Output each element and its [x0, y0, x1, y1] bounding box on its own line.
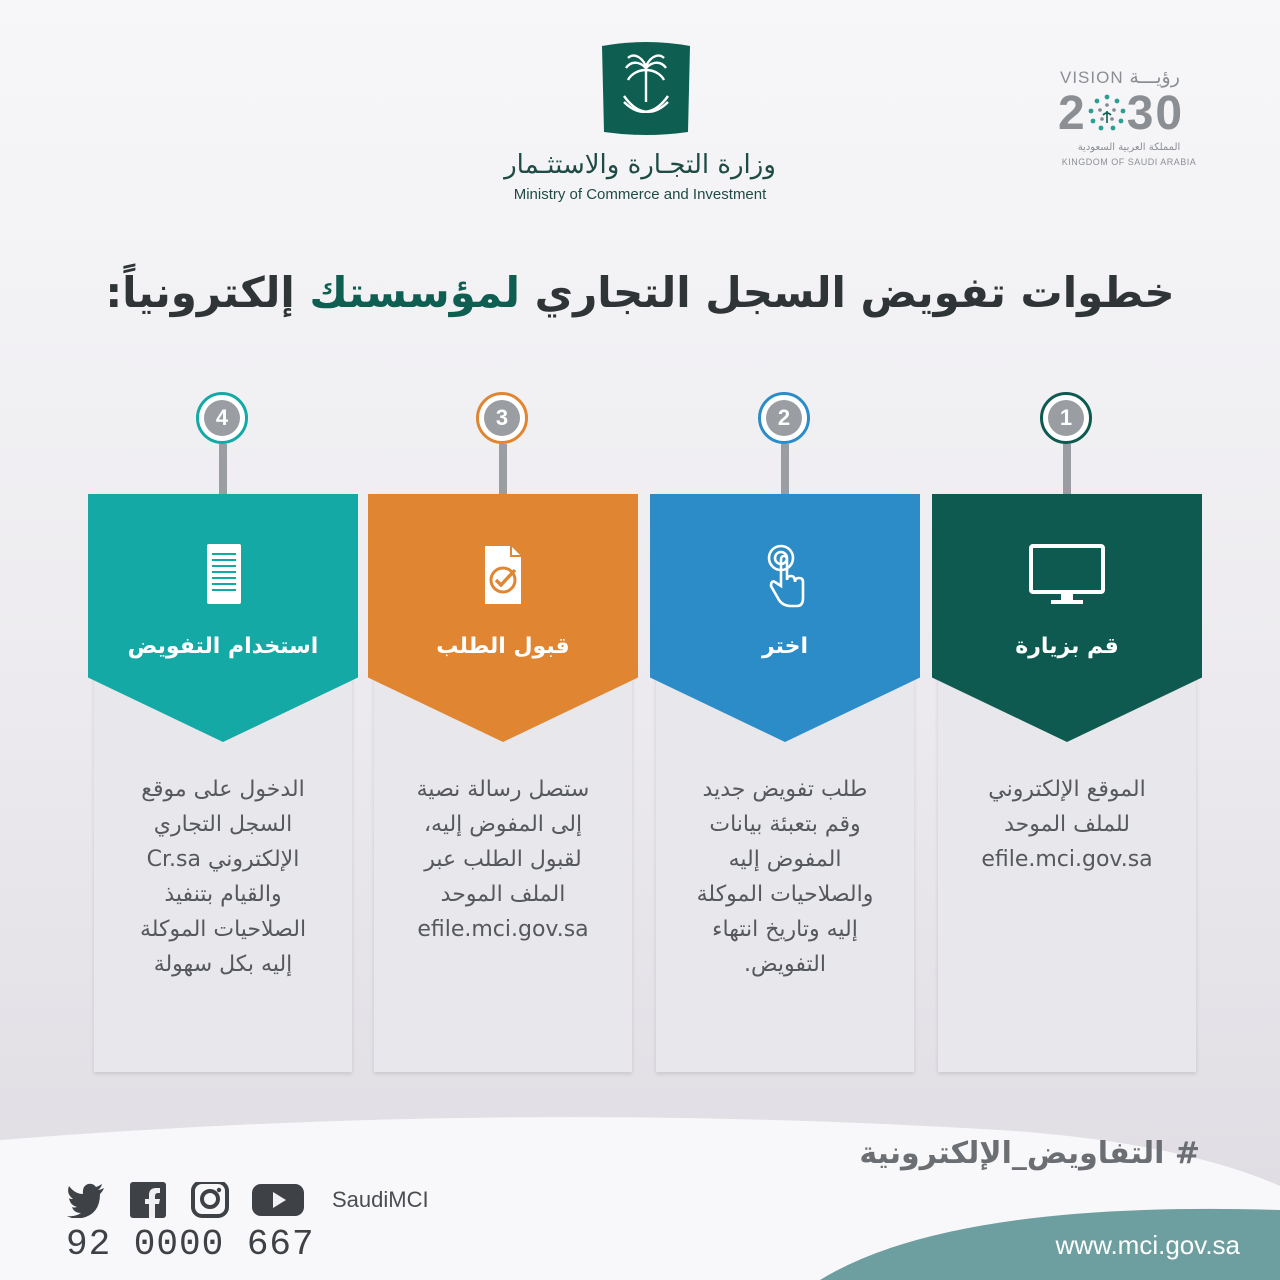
vision-kingdom-ar: المملكة العربية السعودية — [1077, 142, 1181, 153]
document-lines-icon — [183, 542, 263, 608]
instagram-icon[interactable] — [190, 1182, 230, 1218]
step-title: قبول الطلب — [436, 634, 570, 659]
youtube-icon[interactable] — [252, 1182, 304, 1218]
step-card-1 — [932, 392, 1202, 1072]
vision-year-left: 2 — [1058, 87, 1087, 140]
headline-part1: خطوات تفويض السجل التجاري — [534, 268, 1175, 317]
step-number-badge — [476, 392, 528, 444]
step-number: 4 — [204, 400, 240, 436]
step-number-badge — [758, 392, 810, 444]
vision-label-ar: رؤيـــة — [1129, 66, 1180, 88]
vision-dots-emblem — [1087, 93, 1127, 133]
step-title: اختر — [761, 634, 809, 659]
step-card-4 — [88, 392, 358, 1072]
headline-accent: لمؤسستك — [309, 268, 520, 317]
ministry-logo — [598, 40, 694, 138]
monitor-icon — [1027, 542, 1107, 608]
page-title — [90, 268, 1190, 317]
vision-year — [1058, 86, 1184, 141]
vision-kingdom-en: KINGDOM OF SAUDI ARABIA — [1061, 157, 1197, 167]
document-check-icon — [463, 542, 543, 608]
step-description: الموقع الإلكتروني للملف الموحد efile.mci.gov.sa — [981, 777, 1153, 872]
ministry-name-ar: وزارة التجـارة والاستثـمار — [504, 150, 776, 180]
ministry-name-en: Ministry of Commerce and Investment — [513, 186, 767, 203]
step-number-badge — [196, 392, 248, 444]
step-connector — [1063, 444, 1071, 494]
phone-number: 92 0000 667 — [66, 1224, 315, 1265]
step-card-2 — [650, 392, 920, 1072]
step-description: ستصل رسالة نصية إلى المفوض إليه، لقبول الطلب عبر الملف الموحد efile.mci.gov.sa — [416, 777, 590, 942]
hashtag: # التفاويض_الإلكترونية — [859, 1136, 1200, 1171]
step-number: 1 — [1048, 400, 1084, 436]
vision-label-en: VISION — [1060, 68, 1124, 87]
vision-2030-logo — [1050, 64, 1210, 174]
website-link[interactable]: www.mci.gov.sa — [1055, 1230, 1240, 1260]
step-connector — [499, 444, 507, 494]
vision-year-right: 30 — [1126, 87, 1185, 140]
facebook-icon[interactable] — [128, 1182, 168, 1218]
headline-part2: إلكترونياً: — [105, 268, 295, 317]
step-card-3 — [368, 392, 638, 1072]
twitter-icon[interactable] — [66, 1182, 106, 1218]
step-number: 3 — [484, 400, 520, 436]
step-description: طلب تفويض جديد وقم بتعبئة بيانات المفوض إليه والصلاحيات الموكلة إليه وتاريخ انتهاء التفويض. — [696, 777, 874, 977]
social-handle[interactable]: SaudiMCI — [332, 1187, 429, 1212]
step-number-badge — [1040, 392, 1092, 444]
step-connector — [781, 444, 789, 494]
step-title: قم بزيارة — [1015, 634, 1119, 659]
tap-hand-icon — [745, 542, 825, 608]
step-connector — [219, 444, 227, 494]
vision-label — [1060, 66, 1180, 88]
step-number: 2 — [766, 400, 802, 436]
social-links — [66, 1180, 429, 1220]
step-description: الدخول على موقع السجل التجاري الإلكتروني Cr.sa والقيام بتنفيذ الصلاحيات الموكلة إليه بكل سهولة — [139, 777, 307, 977]
step-title: استخدام التفويض — [127, 634, 319, 659]
